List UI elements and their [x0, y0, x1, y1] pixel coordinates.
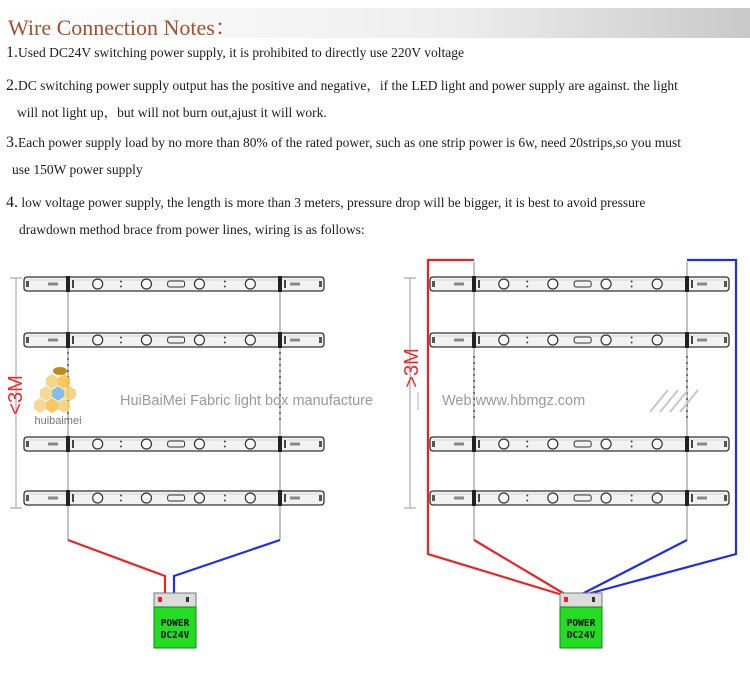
note-2-text: DC switching power supply output has the positive and negative，if the LED light and power supply are against. the light: [18, 78, 678, 93]
note-3-line-2: use 150W power supply: [12, 162, 143, 177]
left-power-label-1: POWER: [160, 618, 190, 629]
right-dimension-marker: [404, 278, 416, 508]
left-led-strip: [24, 276, 324, 292]
watermark: [34, 367, 698, 427]
watermark-stripes: [650, 390, 698, 412]
left-led-strip: [24, 436, 324, 452]
left-negative-wire: [174, 540, 280, 596]
left-positive-wire: [68, 540, 165, 596]
logo-icon: [34, 367, 76, 413]
right-power-supply: [560, 593, 602, 648]
left-dimension-label: <3M: [5, 375, 27, 415]
note-4-number: 4.: [6, 194, 18, 211]
watermark-web: Web:www.hbmgz.com: [442, 393, 586, 409]
right-led-strips: [430, 276, 729, 506]
right-led-strip: [430, 332, 729, 348]
left-power-supply: [154, 593, 196, 648]
note-1-number: 1.: [6, 44, 18, 61]
note-2-line-2: will not light up，but will not burn out,ajust it will work.: [17, 105, 327, 120]
right-power-label-2: DC24V: [566, 630, 596, 641]
right-led-strip: [430, 276, 729, 292]
note-1-text: Used DC24V switching power supply, it is prohibited to directly use 220V voltage: [18, 45, 464, 60]
note-3-number: 3.: [6, 134, 18, 151]
note-3-text: Each power supply load by no more than 80% of the rated power, such as one strip power is 6w, need 20strips,so you must: [18, 135, 681, 150]
left-diagram: [5, 276, 324, 648]
page-title: Wire Connection Notes：: [8, 15, 237, 40]
left-led-strip: [24, 332, 324, 348]
left-power-label-2: DC24V: [160, 630, 190, 641]
right-led-strip: [430, 490, 729, 506]
right-power-label-1: POWER: [566, 618, 596, 629]
right-negative-branch-wire: [578, 540, 687, 596]
right-dimension-label: >3M: [401, 348, 423, 388]
left-led-strip: [24, 490, 324, 506]
right-negative-feeder-wire: [580, 260, 736, 596]
right-led-strip: [430, 436, 729, 452]
note-2-number: 2.: [6, 77, 18, 94]
right-positive-branch-wire: [474, 540, 568, 596]
watermark-company: HuiBaiMei Fabric light box manufacture: [120, 393, 374, 409]
note-4-text: low voltage power supply, the length is more than 3 meters, pressure drop will be bigger, it is best to avoid pressure: [18, 195, 646, 210]
right-positive-feeder-wire: [428, 260, 566, 596]
right-diagram: [401, 260, 736, 648]
logo-text: huibaimei: [34, 415, 82, 427]
note-4-line-2: drawdown method brace from power lines, wiring is as follows:: [19, 222, 365, 237]
